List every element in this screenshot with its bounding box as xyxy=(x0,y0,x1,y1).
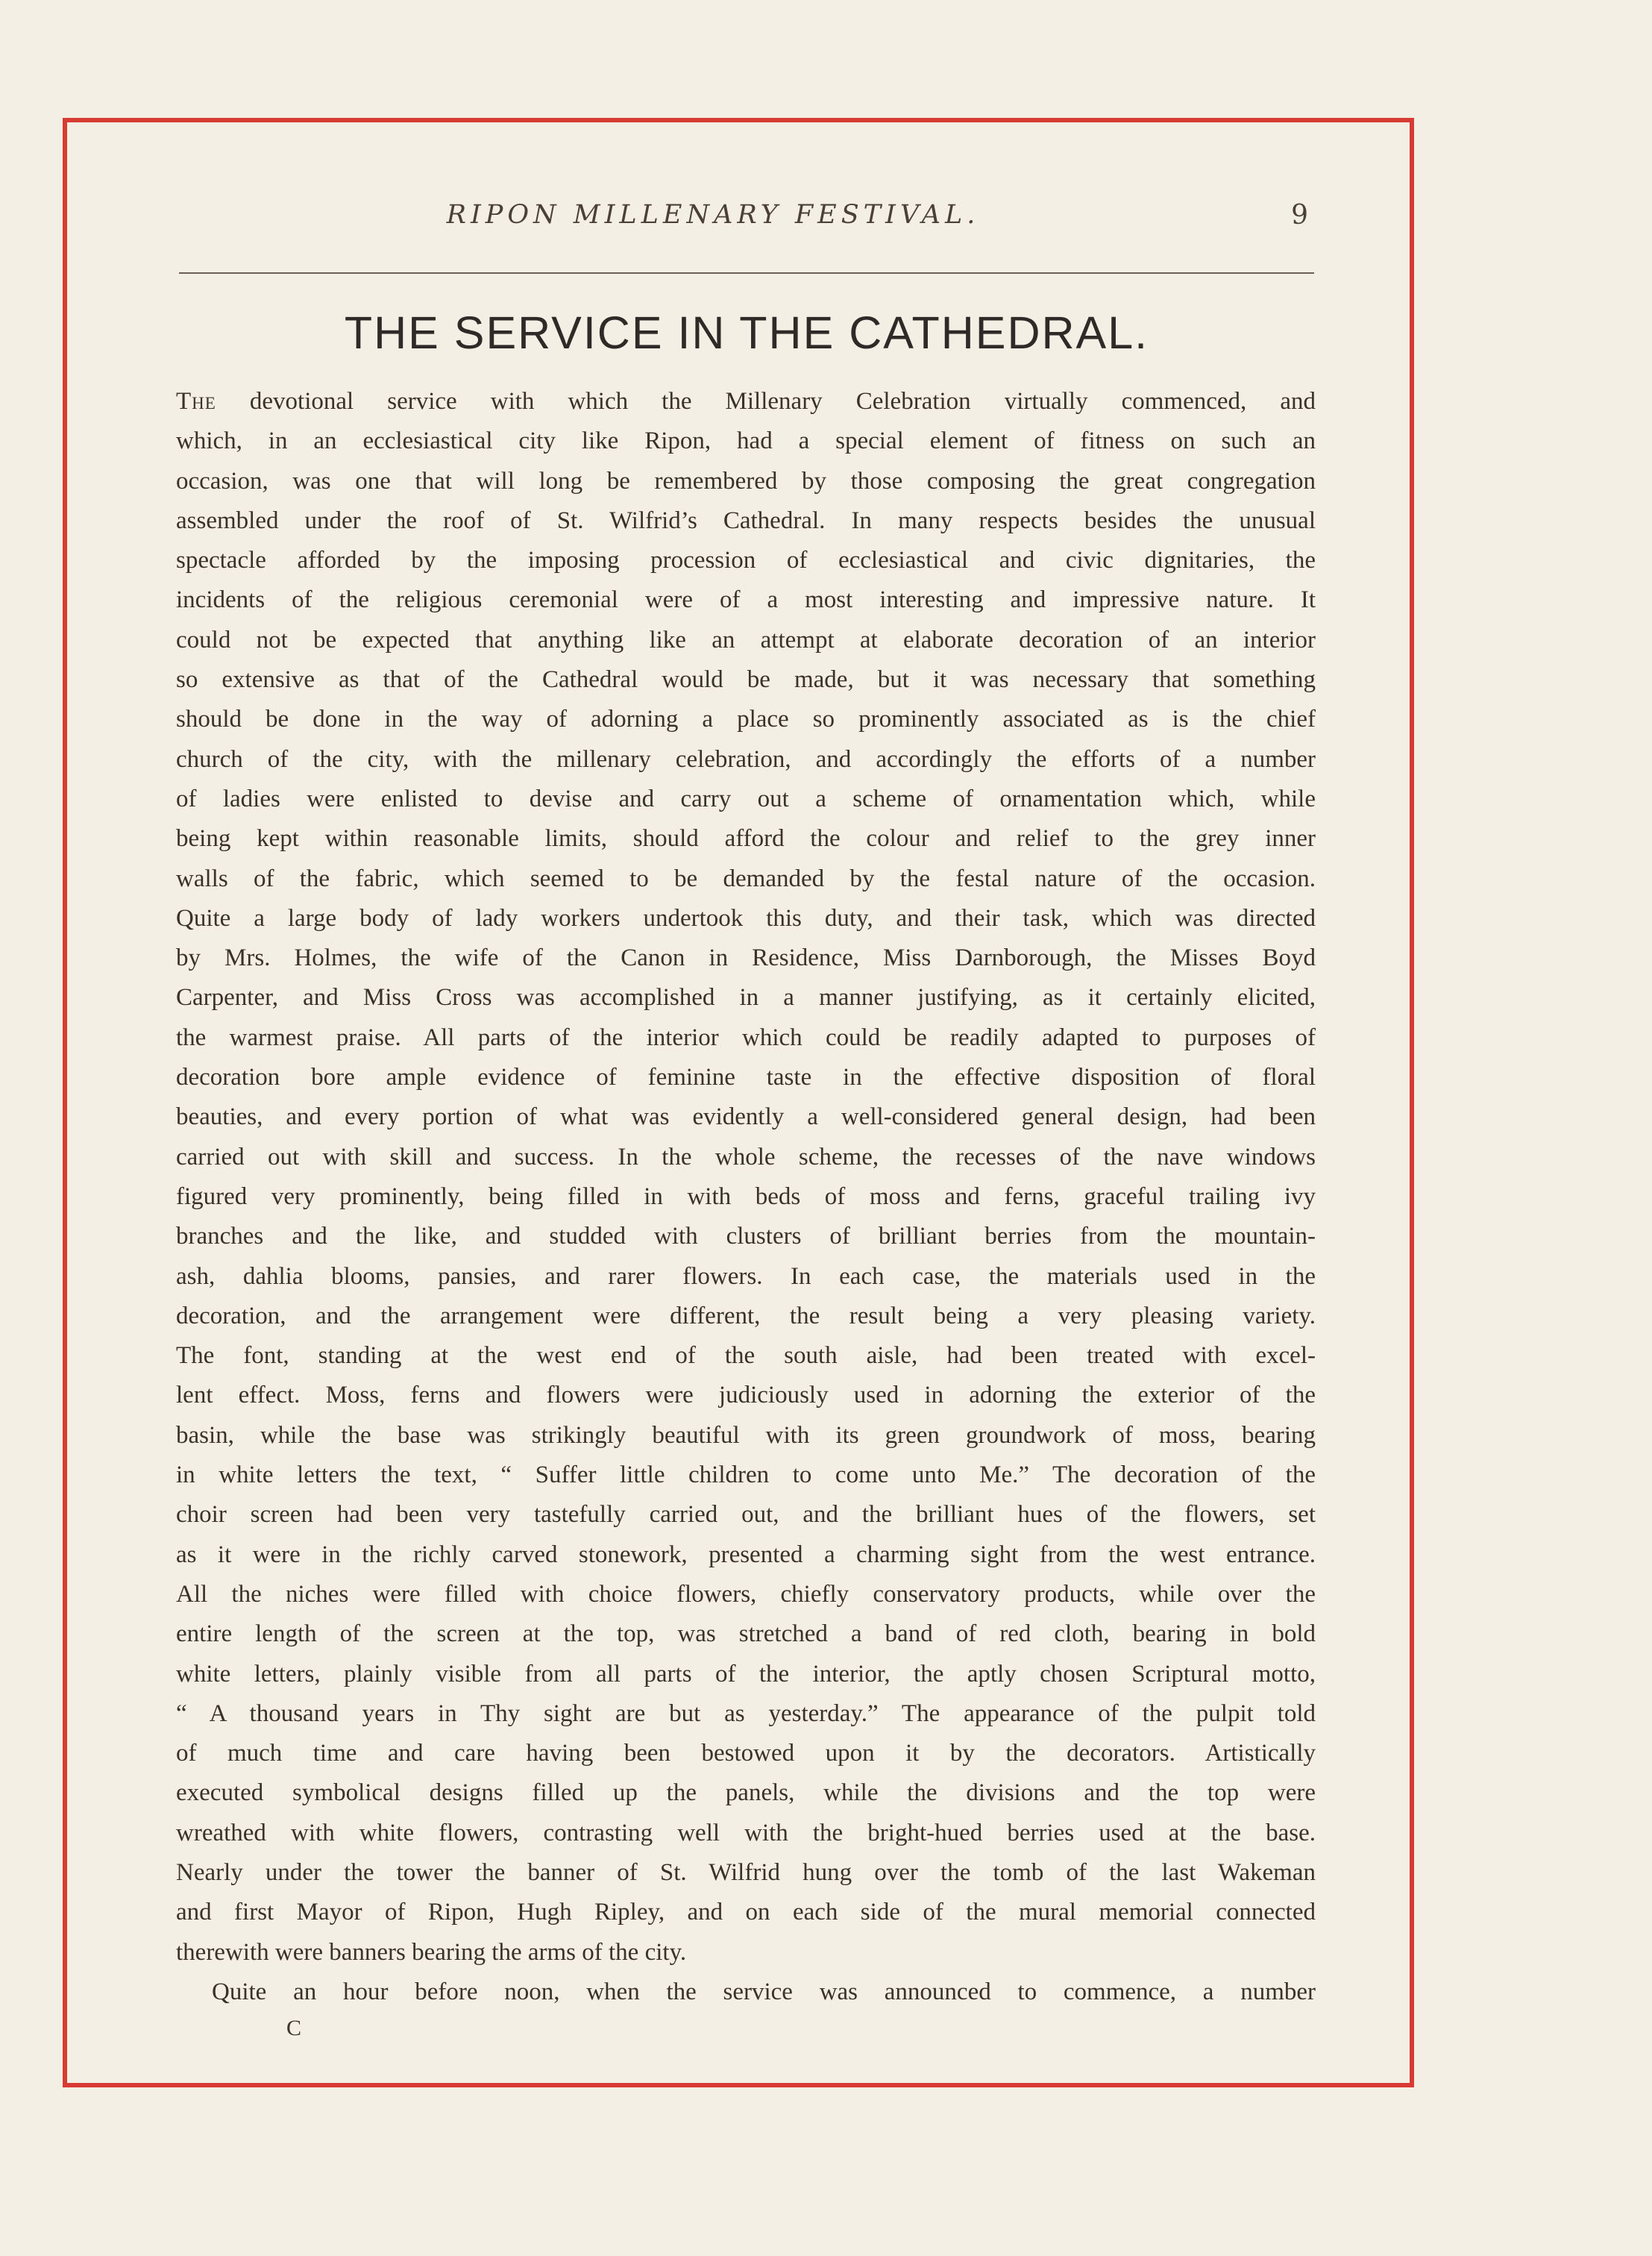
body-line: branches and the like, and studded with clusters of brilliant berries from the mountain- xyxy=(176,1223,1316,1250)
article-title: THE SERVICE IN THE CATHEDRAL. xyxy=(344,307,1149,358)
body-line: white letters, plainly visible from all parts of the interior, the aptly chosen Scriptural motto, xyxy=(176,1660,1316,1688)
body-line: so extensive as that of the Cathedral would be made, but it was necessary that something xyxy=(176,666,1316,694)
page-number: 9 xyxy=(1291,200,1308,231)
body-line: basin, while the base was strikingly beautiful with its green groundwork of moss, bearing xyxy=(176,1421,1316,1449)
body-line: church of the city, with the millenary celebration, and accordingly the efforts of a number xyxy=(176,745,1316,773)
header-rule xyxy=(179,272,1314,274)
body-line: The font, standing at the west end of the south aisle, had been treated with excel- xyxy=(176,1342,1316,1370)
body-line: assembled under the roof of St. Wilfrid’s Cathedral. In many respects besides the unusual xyxy=(176,507,1316,534)
body-line: walls of the fabric, which seemed to be demanded by the festal nature of the occasion. xyxy=(176,865,1316,892)
body-line: Carpenter, and Miss Cross was accomplished in a manner justifying, as it certainly elicited, xyxy=(176,984,1316,1012)
body-line: executed symbolical designs filled up the panels, while the divisions and the top were xyxy=(176,1779,1316,1807)
next-paragraph-line: Quite an hour before noon, when the service was announced to commence, a number xyxy=(212,1978,1316,2005)
body-line: entire length of the screen at the top, was stretched a band of red cloth, bearing in bold xyxy=(176,1620,1316,1648)
body-line: by Mrs. Holmes, the wife of the Canon in Residence, Miss Darnborough, the Misses Boyd xyxy=(176,944,1316,972)
body-line: which, in an ecclesiastical city like Ripon, had a special element of fitness on such an xyxy=(176,427,1316,455)
body-line: of ladies were enlisted to devise and carry out a scheme of ornamentation which, while xyxy=(176,785,1316,812)
body-line-paragraph-end: therewith were banners bearing the arms of the city. xyxy=(176,1938,687,1966)
body-line: could not be expected that anything like an attempt at elaborate decoration of an interior xyxy=(176,626,1316,654)
body-line: All the niches were filled with choice flowers, chiefly conservatory products, while over the xyxy=(176,1580,1316,1608)
body-line: Quite a large body of lady workers undertook this duty, and their task, which was directed xyxy=(176,904,1316,932)
body-line: in white letters the text, “ Suffer little children to come unto Me.” The decoration of the xyxy=(176,1461,1316,1489)
first-line-text: devotional service with which the Millenary Celebration virtually commenced, and xyxy=(216,388,1316,415)
body-line: choir screen had been very tastefully carried out, and the brilliant hues of the flowers, set xyxy=(176,1501,1316,1529)
body-line: decoration bore ample evidence of feminine taste in the effective disposition of floral xyxy=(176,1064,1316,1091)
body-line: carried out with skill and success. In the whole scheme, the recesses of the nave windows xyxy=(176,1143,1316,1171)
body-line: decoration, and the arrangement were different, the result being a very pleasing variety. xyxy=(176,1302,1316,1329)
body-line: the warmest praise. All parts of the interior which could be readily adapted to purposes of xyxy=(176,1024,1316,1051)
running-title: RIPON MILLENARY FESTIVAL. xyxy=(446,200,980,230)
body-line: lent effect. Moss, ferns and flowers were judiciously used in adorning the exterior of the xyxy=(176,1382,1316,1409)
body-line-first xyxy=(176,382,1316,422)
body-line: “ A thousand years in Thy sight are but as yesterday.” The appearance of the pulpit told xyxy=(176,1699,1316,1727)
body-line: beauties, and every portion of what was evidently a well-considered general design, had been xyxy=(176,1103,1316,1131)
body-line: and first Mayor of Ripon, Hugh Ripley, and on each side of the mural memorial connected xyxy=(176,1899,1316,1926)
body-line: occasion, was one that will long be remembered by those composing the great congregation xyxy=(176,467,1316,495)
body-line: as it were in the richly carved stonework, presented a charming sight from the west entrance. xyxy=(176,1541,1316,1568)
body-line: wreathed with white flowers, contrasting well with the bright-hued berries used at the base. xyxy=(176,1819,1316,1846)
body-line: incidents of the religious ceremonial were of a most interesting and impressive nature. It xyxy=(176,586,1316,614)
body-line: of much time and care having been bestowed upon it by the decorators. Artistically xyxy=(176,1740,1316,1767)
body-line: being kept within reasonable limits, should afford the colour and relief to the grey inner xyxy=(176,825,1316,853)
article-body xyxy=(176,382,1316,2012)
body-line: should be done in the way of adorning a place so prominently associated as is the chief xyxy=(176,706,1316,733)
running-header xyxy=(179,200,1314,237)
body-line: ash, dahlia blooms, pansies, and rarer flowers. In each case, the materials used in the xyxy=(176,1262,1316,1290)
signature-mark: C xyxy=(286,2016,302,2040)
body-line: figured very prominently, being filled in with beds of moss and ferns, graceful trailing ivy xyxy=(176,1182,1316,1210)
body-line: Nearly under the tower the banner of St. Wilfrid hung over the tomb of the last Wakeman xyxy=(176,1858,1316,1886)
body-line: spectacle afforded by the imposing procession of ecclesiastical and civic dignitaries, the xyxy=(176,547,1316,574)
opening-word: The xyxy=(176,388,216,415)
